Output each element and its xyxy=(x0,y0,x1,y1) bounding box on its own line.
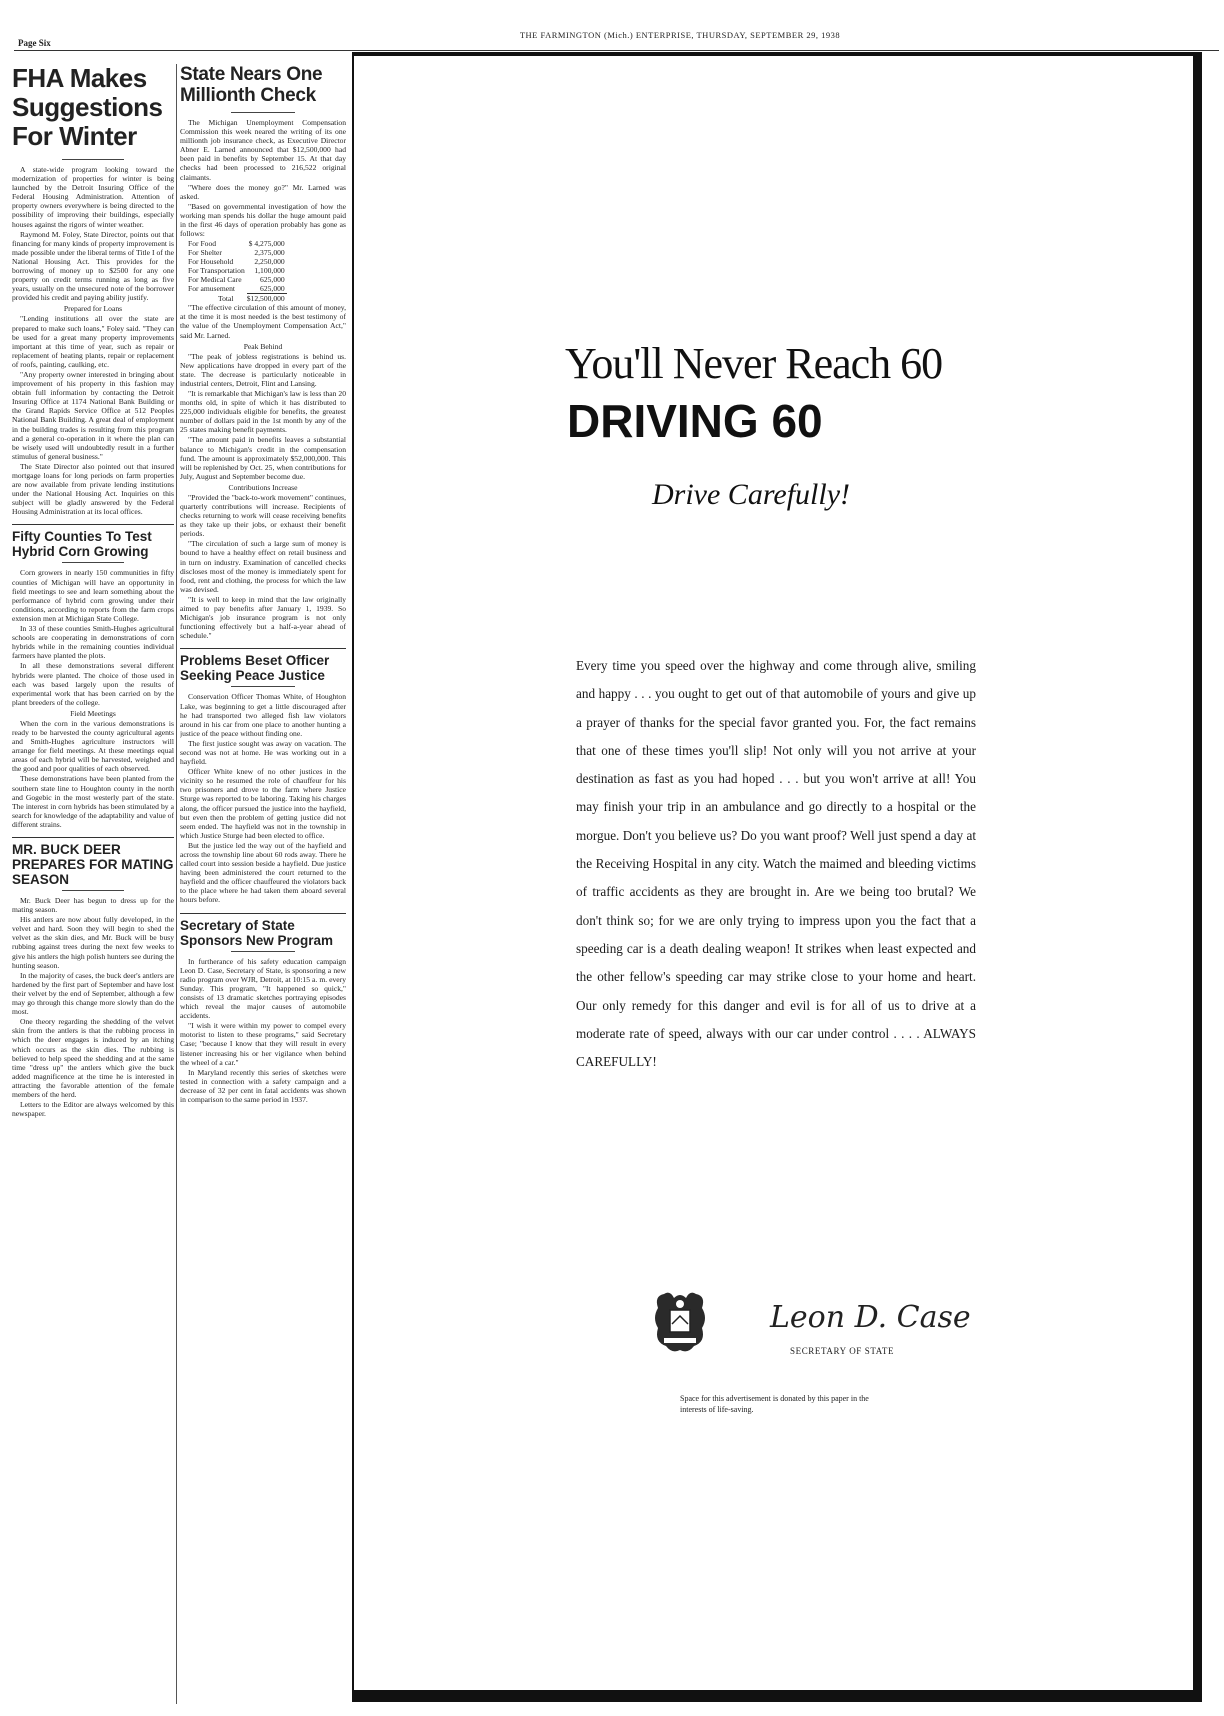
article-paragraph: The State Director also pointed out that insured mortgage loans for long periods on farm properties are now available from private lending institutions under the National Housing Act. Inquiries on this subject will be gladly answered by the Federal Housing Administration at its local offices. xyxy=(12,461,174,517)
article-paragraph: But the justice led the way out of the hayfield and across the township line about 60 rods away. There he called court into session beside a hayfield. Due justice having been administered the court returned to the hayfield and the officer chauffeured the violators back to the place where he had taken them aboard several hours before. xyxy=(180,840,346,905)
michigan-state-seal-icon xyxy=(650,1288,710,1356)
article-paragraph: "The amount paid in benefits leaves a substantial balance to Michigan's credit in the compensation fund. The amount is approximately $52,000,000. This will be replenished by Oct. 25, when contributions for July, August and September become due. xyxy=(180,435,346,481)
article-paragraph: "It is well to keep in mind that the law originally aimed to pay benefits after January 1, 1939. So Michigan's job insurance program is not only functioning effectively but a half-a-year ahead of schedule." xyxy=(180,594,346,641)
peace-justice-headline: Problems Beset Officer Seeking Peace Justice xyxy=(180,648,346,683)
subhead: Peak Behind xyxy=(243,341,283,351)
article-paragraph: "I wish it were within my power to compel every motorist to listen to these programs," said Secretary Case; "because I know that they will result in every listener increasing his or her vigilance when behind the wheel of a car." xyxy=(180,1021,346,1067)
buck-deer-headline: MR. BUCK DEER PREPARES FOR MATING SEASON xyxy=(12,837,174,887)
table-row: For Transportation 1,100,000 xyxy=(188,266,285,276)
article-paragraph: "Based on governmental investigation of how the working man spends his dollar the huge amount paid in the first 46 days of operation probably has gone as follows: xyxy=(180,201,346,239)
radio-program-headline: Secretary of State Sponsors New Program xyxy=(180,913,346,948)
subhead: Field Meetings xyxy=(70,708,116,718)
column-rule xyxy=(176,64,177,1704)
article-paragraph: Officer White knew of no other justices in the vicinity so he resumed the role of chauffeur for his two prisoners and drove to the farm where Justice Sturge was reported to be laboring. Taking his charges along, the officer pursued the justice into the hayfield, but even then the problem of getting justice did not seem ended. The hayfield was not in the township in which Justice Sturge had been elected to office. xyxy=(180,767,346,840)
article-paragraph: "Lending institutions all over the state are prepared to make such loans," Foley said. "They can be used for a great many property improvements important at this time of year, such as repair or replacement of heating plants, repair or replacement of roofs, painting, caulking, etc. xyxy=(12,314,174,369)
subhead: Prepared for Loans xyxy=(63,304,123,314)
article-paragraph: "It is remarkable that Michigan's law is less than 20 months old, in spite of which it has distributed to 225,000 individuals eligible for benefits, the greatest number of dollars paid in the 1st month by any of the 25 states making benefit payments. xyxy=(180,388,346,435)
ad-headline-bold: DRIVING 60 xyxy=(567,395,823,447)
divider xyxy=(231,686,294,687)
ad-slogan: Drive Carefully! xyxy=(652,478,851,511)
article-paragraph: Raymond M. Foley, State Director, points out that financing for many kinds of property improvement is made possible under the liberal terms of Title I of the National Housing Act. This provides for the borrowing of money up to $2500 for any one property on credit terms running as long as five years, usually on the unsecured note of the borrower provided his credit and paying ability justify. xyxy=(12,229,174,303)
page-number: Page Six xyxy=(18,38,51,48)
table-row: For Household 2,250,000 xyxy=(188,257,285,267)
article-paragraph: "Any property owner interested in bringing about improvement of his property in this fashion may obtain full information by contacting the Detroit Insuring Office at 1174 National Bank Building or the Grand Rapids Service Office at 512 Peoples National Bank Building. A great deal of employment in the building trades is resulting from this program and a general co-operation in it where the plan can be wisely used will undoubtedly result in a further stimulus of general business." xyxy=(12,369,174,461)
article-paragraph: In furtherance of his safety education campaign Leon D. Case, Secretary of State, is sponsoring a new radio program over WJR, Detroit, at 10:15 a. m. every Sunday. This program, "It happened so quick," consists of 13 dramatic sketches portraying episodes which reveal the major causes of automobile accidents. xyxy=(180,956,346,1021)
divider xyxy=(62,890,124,891)
article-paragraph: When the corn in the various demonstrations is ready to be harvested the county agricultural agents and Smith-Hughes agriculture instructors will arrange for field meetings. At these meetings equal areas of each hybrid will be harvested, weighed and the good and poor qualities of each observed. xyxy=(12,718,174,774)
masthead: THE FARMINGTON (Mich.) ENTERPRISE, THURSDAY, SEPTEMBER 29, 1938 xyxy=(519,30,841,40)
article-paragraph: In Maryland recently this series of sketches were tested in connection with a safety campaign and a decrease of 32 per cent in fatal accidents was shown in comparison to the same period in 1937. xyxy=(180,1067,346,1104)
divider xyxy=(231,112,294,113)
subhead: Contributions Increase xyxy=(228,482,298,492)
article-paragraph: "Where does the money go?" Mr. Larned was asked. xyxy=(180,182,346,201)
fha-headline: FHA Makes Suggestions For Winter xyxy=(12,64,163,151)
table-row: For Shelter 2,375,000 xyxy=(188,248,285,258)
signature-title: SECRETARY OF STATE xyxy=(790,1346,895,1356)
divider xyxy=(231,951,294,952)
divider xyxy=(62,562,124,563)
article-paragraph: In 33 of these counties Smith-Hughes agricultural schools are cooperating in demonstrations of corn hybrids while in the remaining counties individual farmers have planted the plots. xyxy=(12,624,174,661)
article-paragraph: Mr. Buck Deer has begun to dress up for the mating season. xyxy=(12,896,174,915)
column-2 xyxy=(180,64,346,1714)
article-paragraph: "The effective circulation of this amount of money, at the time it is most needed is the best testimony of the value of the Unemployment Compensation Act," said Mr. Larned. xyxy=(180,303,346,340)
table-row: For amusement 625,000 xyxy=(188,284,285,294)
table-row: For Food $ 4,275,000 xyxy=(188,239,285,249)
millionth-check-headline: State Nears One Millionth Check xyxy=(180,64,323,106)
article-paragraph: Conservation Officer Thomas White, of Houghton Lake, was beginning to get a little discouraged after he had transported two alleged fish law violators around in his car from one place to another hunting a justice of the peace without finding one. xyxy=(180,692,346,738)
divider xyxy=(62,159,124,160)
article-paragraph: "The circulation of such a large sum of money is bound to have a healthy effect on retail business and in turn on industry. Examination of cancelled checks discloses most of the money is immediately spent for food, rent and clothing, the process for which the law was devised. xyxy=(180,539,346,594)
spending-table xyxy=(188,239,287,303)
article-paragraph: The first justice sought was away on vacation. The second was not at home. He was working out in a hayfield. xyxy=(180,738,346,767)
header-rule xyxy=(14,50,1219,51)
article-paragraph: His antlers are now about fully developed, in the velvet and hard. Soon they will begin to shed the velvet as the skin dies, and Mr. Buck will be busy rubbing against trees during the next few weeks to give his antlers the high polish hunters see during the hunting season. xyxy=(12,915,174,970)
ad-body-text: Every time you speed over the highway and come through alive, smiling and happy . . . you ought to get out of that automobile of yours and give up a prayer of thanks for the special favor granted you. For, the fact remains that one of these times you'll slip! Not only will you not arrive at your destination as fast as you had hoped . . . but you won't arrive at all! You may finish your trip in an ambulance and go directly to a hospital or the morgue. Don't you believe us? Do you want proof? Well just spend a day at the Receiving Hospital in any city. Watch the maimed and bleeding victims of traffic accidents as they are brought in. Are we being too brutal? We don't think so; for we are only trying to impress upon you the fact that a speeding car is a death dealing weapon! It strikes when least expected and the other fellow's speeding car may strike close to your home and heart. Our only remedy for this danger and evil is for all of us to drive at a moderate rate of speed, always with our car under control . . . . ALWAYS CAREFULLY! xyxy=(576,658,976,1070)
editor-note: Letters to the Editor are always welcomed by this newspaper. xyxy=(12,1100,174,1119)
hybrid-corn-headline: Fifty Counties To Test Hybrid Corn Growing xyxy=(12,524,174,559)
table-row: For Medical Care 625,000 xyxy=(188,275,285,285)
signature: Leon D. Case xyxy=(770,1300,971,1335)
donation-note: Space for this advertisement is donated by this paper in the interests of life-saving. xyxy=(680,1394,869,1414)
column-1 xyxy=(12,64,174,1714)
article-paragraph: These demonstrations have been planted from the southern state line to Houghton county in the north and Gogebic in the most westerly part of the state. The interest in corn hybrids has been stimulated by a search for knowledge of the adaptability and value of different strains. xyxy=(12,774,174,829)
article-paragraph: "Provided the "back-to-work movement" continues, quarterly contributions will increase. Recipients of checks returning to work will cease receiving benefits as they take up their jobs, or exhaust their benefit periods. xyxy=(180,492,346,539)
article-paragraph: Corn growers in nearly 150 communities in fifty counties of Michigan will have an opportunity in field meetings to see and learn something about the performance of hybrid corn growing under their conditions, according to reports from the farm crops extension men at Michigan State College. xyxy=(12,568,174,623)
article-paragraph: In all these demonstrations several different hybrids were planted. The choice of those used in each was based largely upon the results of experimental work that has been carried on by the plant breeders of the college. xyxy=(12,661,174,707)
article-paragraph: In the majority of cases, the buck deer's antlers are hardened by the first part of September and have lost their velvet by the end of September, although a few may go through this change more slowly than do the most. xyxy=(12,970,174,1017)
total-row: Total $12,500,000 xyxy=(218,293,285,304)
article-paragraph: One theory regarding the shedding of the velvet skin from the antlers is that the rubbing process in which the deer engages is induced by an itching which occurs as the skin dies. The rubbing is believed to help speed the shedding and at the same time "dress up" the antlers which give the buck added magnificence at the time he is interested in attracting the favorable attention of the female members of the herd. xyxy=(12,1017,174,1099)
article-paragraph: "The peak of jobless registrations is behind us. New applications have dropped in every part of the state. The decrease is particularly noticeable in industrial centers, Detroit, Flint and Lansing. xyxy=(180,351,346,388)
ad-headline: You'll Never Reach 60 xyxy=(565,339,943,388)
article-paragraph: The Michigan Unemployment Compensation Commission this week neared the writing of its one millionth job insurance check, as Executive Director Abner E. Larned announced that $12,500,000 had been paid in benefits by September 15. At that day checks had been processed to 216,522 original claimants. xyxy=(180,118,346,182)
article-paragraph: A state-wide program looking toward the modernization of properties for winter is being launched by the Detroit Insuring Office of the Federal Housing Administration. Attention of property owners everywhere is being directed to the possibility of improving their buildings, especially houses against the rigors of winter weather. xyxy=(12,165,174,229)
